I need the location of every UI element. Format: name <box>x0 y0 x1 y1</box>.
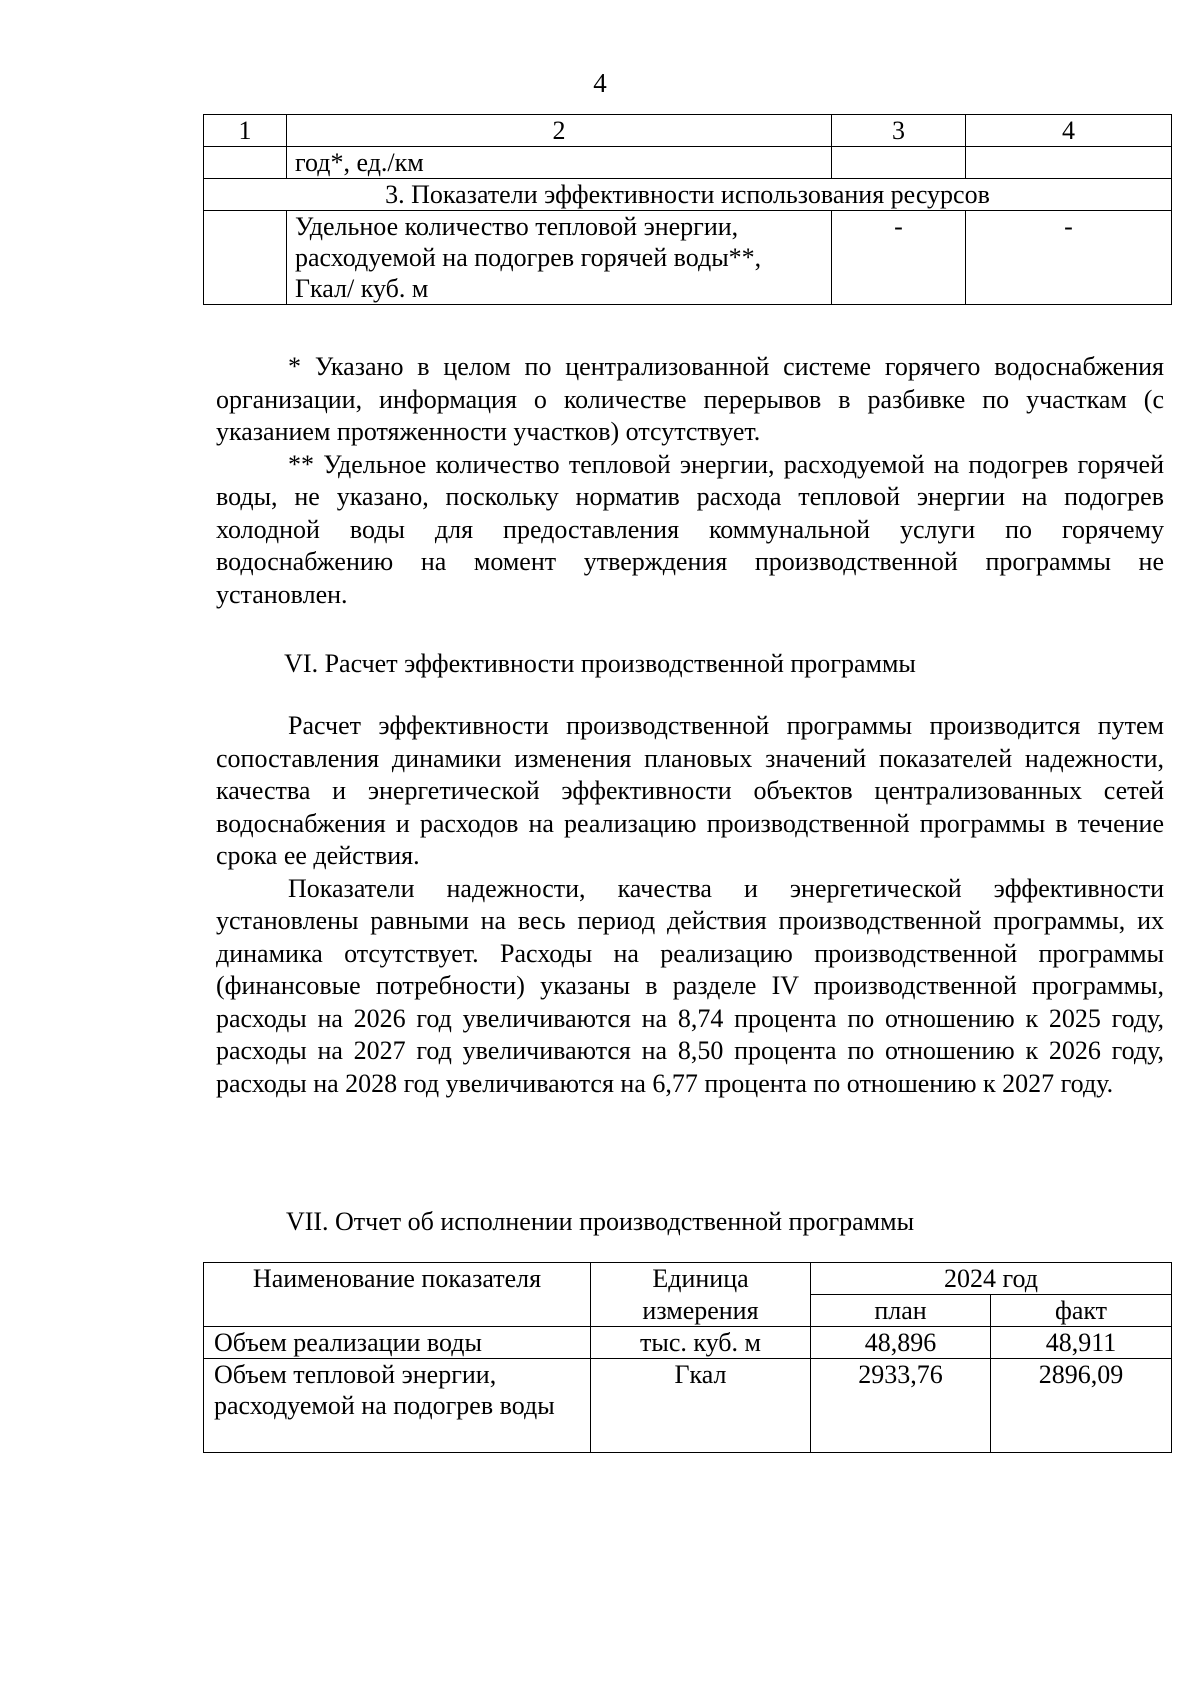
table-cell <box>966 147 1172 179</box>
section-6-title: VI. Расчет эффективности производственной программы <box>284 649 916 678</box>
table-header-row <box>204 1263 1172 1295</box>
section-title-cell: 3. Показатели эффективности использования ресурсов <box>204 179 1172 211</box>
section-6-paragraph-1: Расчет эффективности производственной программы производится путем сопоставления динамики изменения плановых значений показателей надежности, качества и энергетической эффективности объектов централизованных сетей водоснабжения и расходов на реализацию производственной программы в течение срока ее действия. <box>216 711 1164 870</box>
header-cell-plan: план <box>811 1295 991 1327</box>
table-cell: Объем реализации воды <box>204 1327 591 1359</box>
table-cell <box>204 211 287 305</box>
table-row <box>204 1359 1172 1453</box>
table-section-row <box>204 179 1172 211</box>
table-cell: - <box>966 211 1172 305</box>
table-cell: 48,896 <box>811 1327 991 1359</box>
table-cell <box>832 147 966 179</box>
table-header-row <box>204 1295 1172 1327</box>
section-6-body <box>216 710 1164 1100</box>
indicators-table <box>203 114 1172 305</box>
header-cell: 3 <box>832 115 966 147</box>
header-cell-fact: факт <box>991 1295 1172 1327</box>
table-cell: тыс. куб. м <box>591 1327 811 1359</box>
table-cell: 48,911 <box>991 1327 1172 1359</box>
cell-line: Удельное количество тепловой энергии, <box>295 212 739 241</box>
table-cell: 2896,09 <box>991 1359 1172 1453</box>
table-row <box>204 1327 1172 1359</box>
table-cell: Объем тепловой энергии, расходуемой на подогрев воды <box>204 1359 591 1453</box>
table-cell: Гкал <box>591 1359 811 1453</box>
header-cell: 1 <box>204 115 287 147</box>
footnote-1: * Указано в целом по централизованной системе горячего водоснабжения организации, информация о количестве перерывов в разбивке по участкам (с указанием протяженности участков) отсутствует. <box>216 352 1164 446</box>
header-cell-unit-2: измерения <box>591 1295 811 1327</box>
cell-line: расходуемой на подогрев горячей воды**, <box>295 243 762 272</box>
section-6-paragraph-2: Показатели надежности, качества и энергетической эффективности установлены равными на весь период действия производственной программы, их динамика отсутствует. Расходы на реализацию производственной программы (финансовые потребности) указаны в разделе IV производственной программы, расходы на 2026 год увеличиваются на 8,74 процента по отношению к 2025 году, расходы на 2027 год увеличиваются на 8,50 процента по отношению к 2026 году, расходы на 2028 год увеличиваются на 6,77 процента по отношению к 2027 году. <box>216 873 1164 1098</box>
table-cell: год*, ед./км <box>287 147 832 179</box>
footnotes <box>216 351 1164 611</box>
table-cell <box>287 211 832 305</box>
table-cell <box>204 147 287 179</box>
table-row <box>204 211 1172 305</box>
header-cell-empty <box>204 1295 591 1327</box>
header-cell: 2 <box>287 115 832 147</box>
table-row <box>204 147 1172 179</box>
table-cell: 2933,76 <box>811 1359 991 1453</box>
header-cell: 4 <box>966 115 1172 147</box>
header-cell-unit: Единица <box>591 1263 811 1295</box>
page-number: 4 <box>593 68 607 98</box>
report-table <box>203 1262 1172 1453</box>
footnote-2: ** Удельное количество тепловой энергии, расходуемой на подогрев горячей воды, не указано, поскольку норматив расхода тепловой энергии на подогрев холодной воды для предоставления коммунальной услуги по горячему водоснабжению на момент утверждения производственной программы не установлен. <box>216 449 1164 609</box>
section-7-title: VII. Отчет об исполнении производственной программы <box>285 1207 915 1236</box>
table-cell: - <box>832 211 966 305</box>
header-cell-year: 2024 год <box>811 1263 1172 1295</box>
header-cell-name: Наименование показателя <box>204 1263 591 1295</box>
cell-line: Гкал/ куб. м <box>295 274 429 303</box>
table-header-row <box>204 115 1172 147</box>
